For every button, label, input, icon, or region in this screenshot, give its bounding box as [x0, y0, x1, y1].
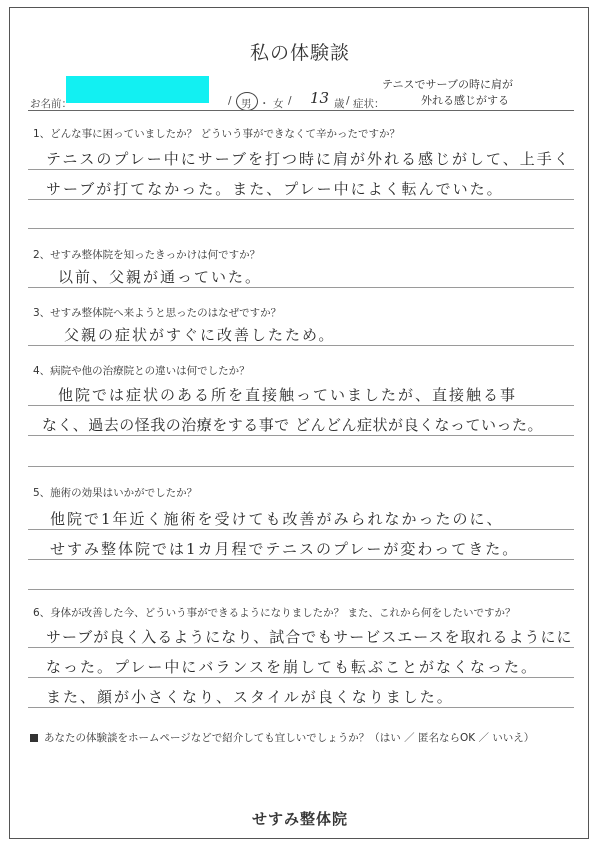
question-6-label: 6、身体が改善した今、どういう事ができるようになりましたか？ また、これから何をしたいですか？	[33, 607, 516, 619]
question-4-label: 4、病院や他の治療院との違いは何でしたか？	[33, 365, 250, 377]
page-title: 私の体験談	[249, 42, 350, 64]
answer-1-line-1: テニスのプレー中にサーブを打つ時に肩が外れる感じがして、上手く	[46, 150, 571, 168]
answer-6-line-1: サーブが良く入るようになり、試合でもサービスエースを取れるようにに	[46, 628, 573, 646]
name-label: お名前：	[30, 98, 72, 110]
consent-text: あなたの体験談をホームページなどで紹介しても宜しいでしょうか？（はい ／ 匿名ならOK ／ いいえ）	[44, 732, 535, 744]
age-value: 13	[310, 89, 330, 107]
clinic-name: せすみ整体院	[251, 810, 348, 828]
answer-4-line-2: なく、過去の怪我の治療をする事で どんどん症状が良くなっていった。	[42, 416, 543, 434]
question-1-label: 1、どんな事に困っていましたか？ どういう事ができなくて辛かったですか？	[33, 128, 401, 140]
symptom-line-1: テニスでサーブの時に肩が	[382, 78, 514, 91]
question-5-label: 5、施術の効果はいかがでしたか？	[33, 487, 198, 499]
answer-1-line-2: サーブが打てなかった。また、プレー中によく転んでいた。	[46, 180, 504, 198]
answer-5-line-1: 他院で1年近く施術を受けても改善がみられなかったのに、	[50, 510, 504, 528]
answer-4-line-1: 他院では症状のある所を直接触っていましたが、直接触る事	[58, 386, 518, 404]
answer-6-line-3: また、顔が小さくなり、スタイルが良くなりました。	[46, 688, 454, 706]
sex-separator: ・	[259, 98, 270, 110]
sex-male: 男	[241, 98, 252, 110]
question-2-label: 2、せすみ整体院を知ったきっかけは何ですか？	[33, 249, 261, 261]
answer-5-line-2: せすみ整体院では1カ月程でテニスのプレーが変わってきた。	[50, 540, 520, 558]
question-3-label: 3、せすみ整体院へ来ようと思ったのはなぜですか？	[33, 307, 282, 319]
sex-female: 女	[273, 98, 284, 110]
answer-2-line-1: 以前、父親が通っていた。	[58, 268, 263, 286]
consent-question	[30, 730, 534, 745]
header-underline	[28, 110, 574, 111]
symptom-label: 症状：	[353, 98, 385, 110]
redacted-name	[66, 76, 209, 103]
square-bullet-icon	[30, 734, 38, 742]
answer-6-line-2: なった。プレー中にバランスを崩しても転ぶことがなくなった。	[46, 658, 538, 676]
symptom-line-2: 外れる感じがする	[421, 94, 509, 107]
age-label: 歳	[334, 98, 345, 110]
answer-3-line-1: 父親の症状がすぐに改善したため。	[64, 326, 336, 344]
